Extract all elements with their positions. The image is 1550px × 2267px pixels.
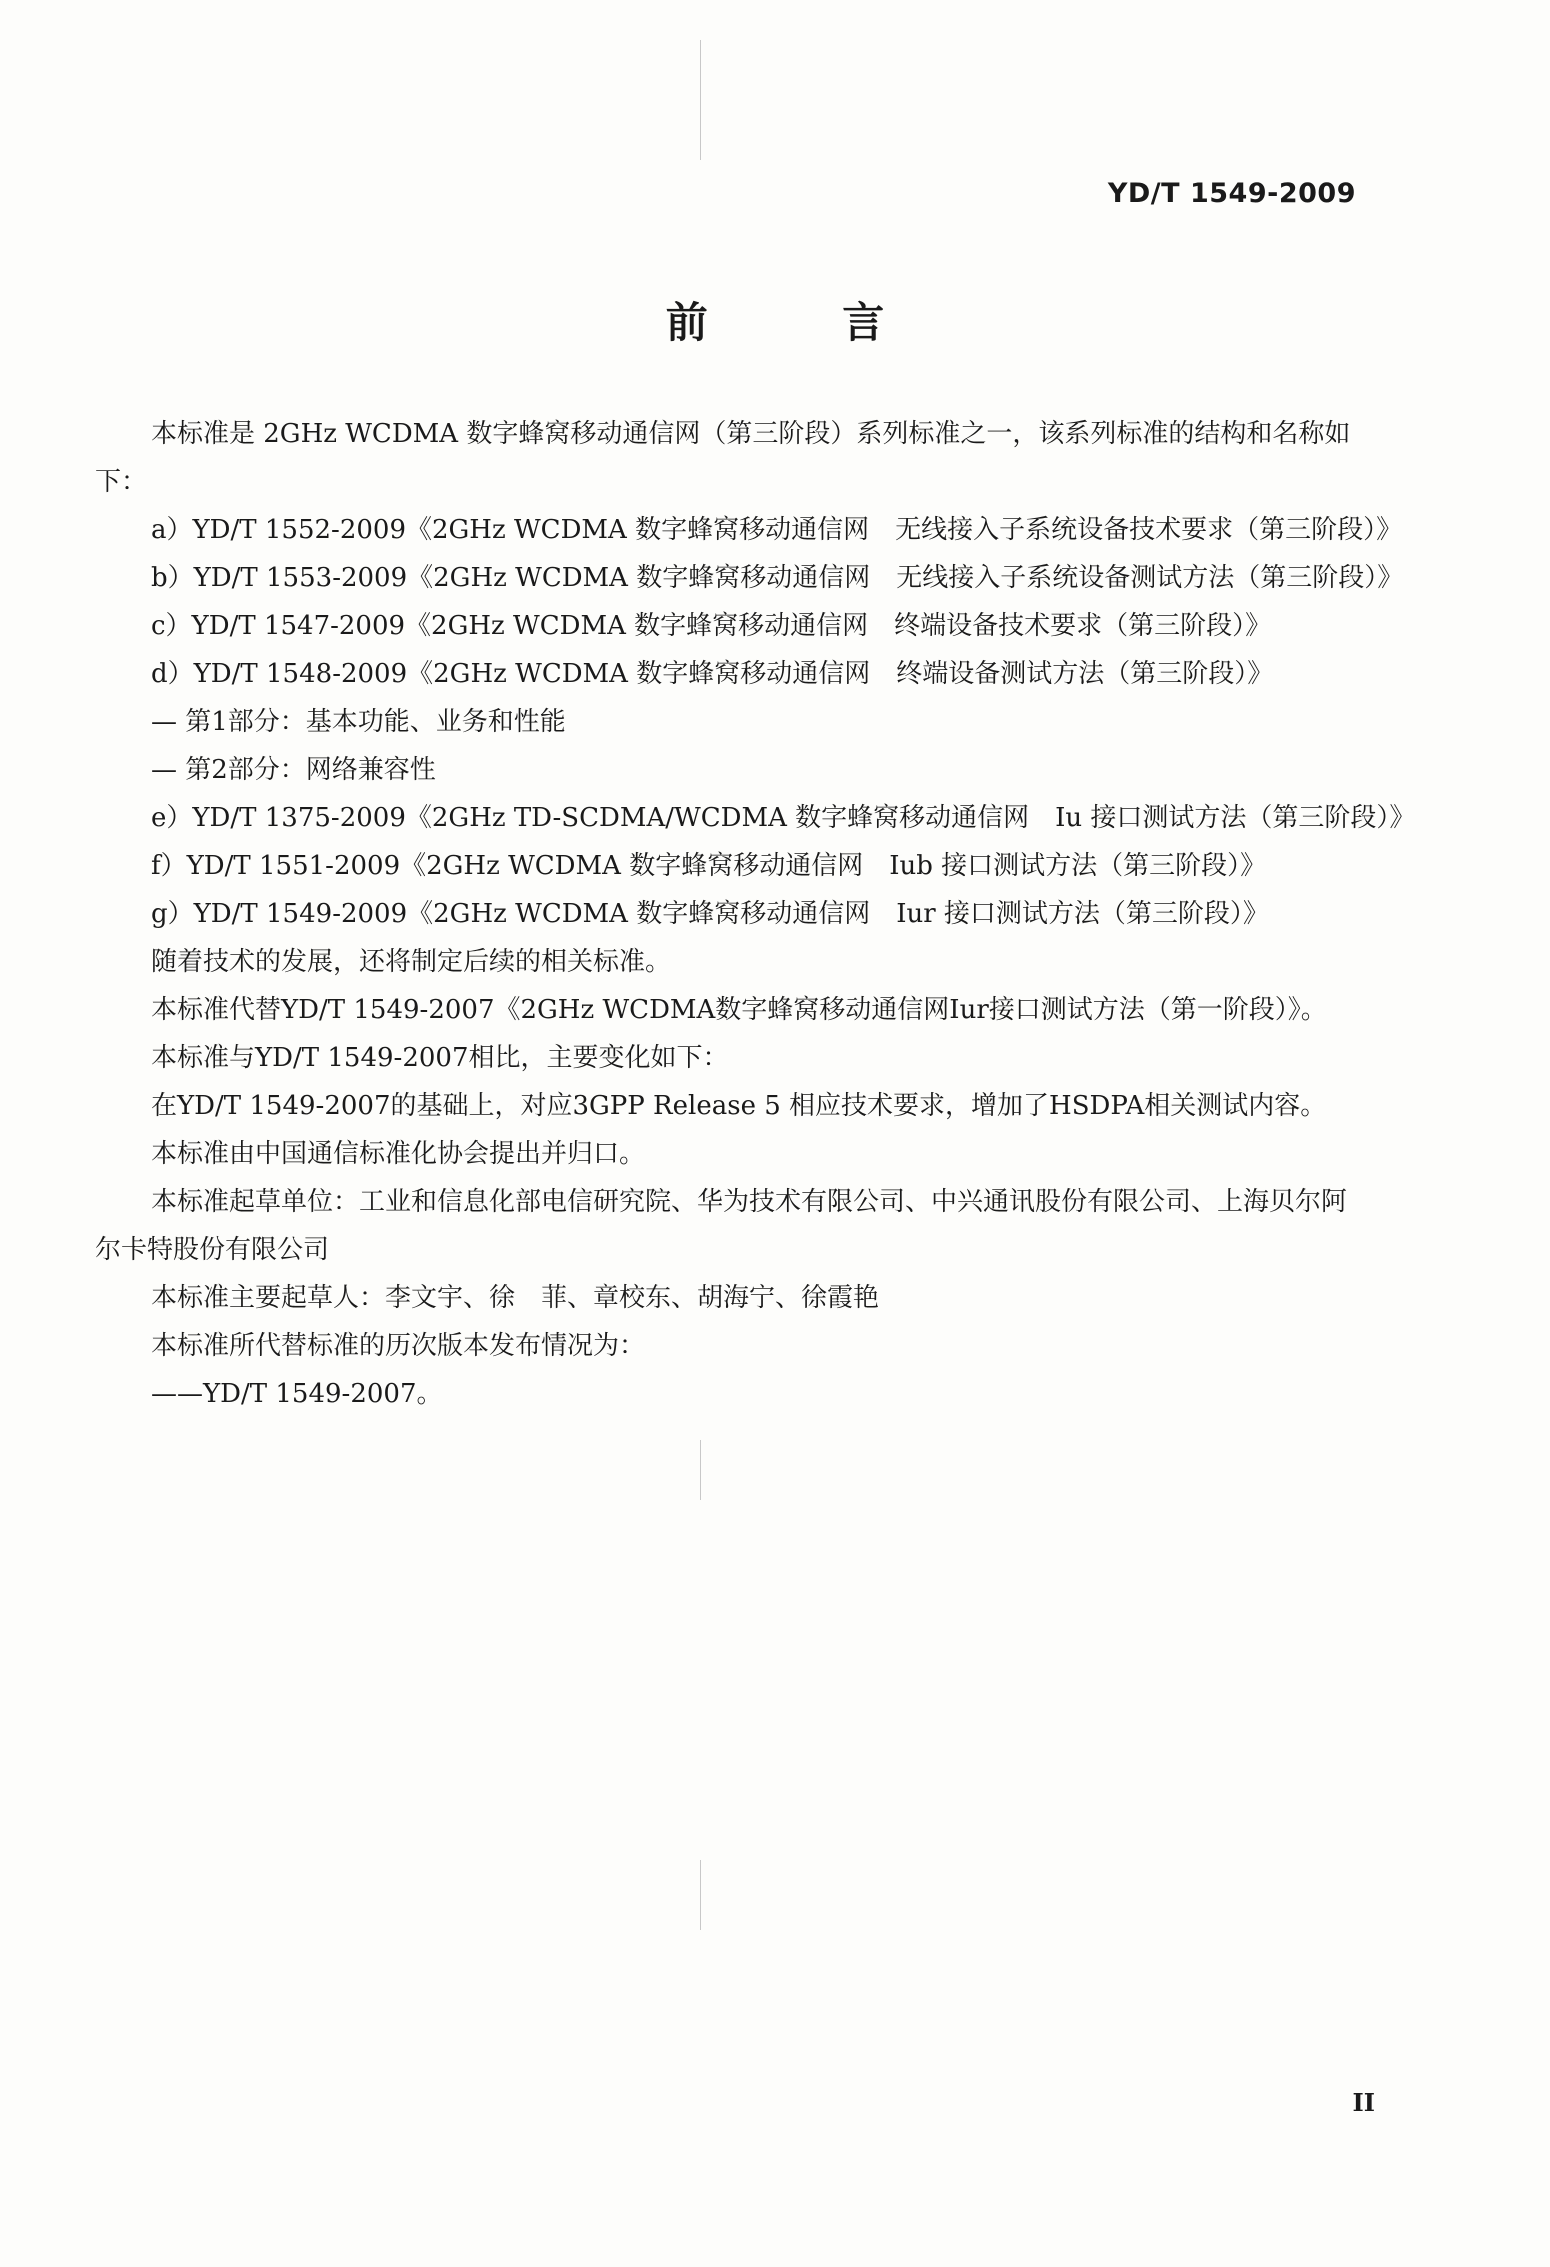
list-item: e）YD/T 1375-2009《2GHz TD-SCDMA/WCDMA 数字蜂窝移动通信网 Iu 接口测试方法（第三阶段）》	[151, 803, 1416, 833]
list-subitem: — 第1部分：基本功能、业务和性能	[151, 707, 566, 737]
list-item: a）YD/T 1552-2009《2GHz WCDMA 数字蜂窝移动通信网 无线接入子系统设备技术要求（第三阶段）》	[151, 515, 1403, 545]
intro-paragraph: 本标准是 2GHz WCDMA 数字蜂窝移动通信网（第三阶段）系列标准之一，该系列标准的结构和名称如下：	[95, 419, 1351, 497]
scan-gutter-line	[700, 40, 701, 160]
document-body	[95, 410, 1416, 1418]
list-item: f）YD/T 1551-2009《2GHz WCDMA 数字蜂窝移动通信网 Iub 接口测试方法（第三阶段）》	[151, 851, 1267, 881]
scan-gutter-line	[700, 1440, 701, 1500]
body-paragraph: 本标准起草单位：工业和信息化部电信研究院、华为技术有限公司、中兴通讯股份有限公司、上海贝尔阿尔卡特股份有限公司	[95, 1187, 1348, 1265]
scan-gutter-line	[700, 1860, 701, 1930]
body-paragraph: 本标准主要起草人：李文宇、徐 菲、章校东、胡海宁、徐霞艳	[151, 1283, 880, 1313]
page-number: II	[1352, 2088, 1375, 2117]
body-paragraph: 在YD/T 1549-2007的基础上，对应3GPP Release 5 相应技术要求，增加了HSDPA相关测试内容。	[151, 1091, 1327, 1121]
body-paragraph: 随着技术的发展，还将制定后续的相关标准。	[151, 947, 672, 977]
page-title: 前 言	[665, 298, 945, 347]
body-paragraph: 本标准代替YD/T 1549-2007《2GHz WCDMA数字蜂窝移动通信网Iur接口测试方法（第一阶段）》。	[151, 995, 1327, 1025]
list-item: c）YD/T 1547-2009《2GHz WCDMA 数字蜂窝移动通信网 终端设备技术要求（第三阶段）》	[151, 611, 1272, 641]
body-paragraph: 本标准与YD/T 1549-2007相比，主要变化如下：	[151, 1043, 729, 1073]
body-paragraph: 本标准所代替标准的历次版本发布情况为：	[151, 1331, 646, 1361]
body-paragraph: 本标准由中国通信标准化协会提出并归口。	[151, 1139, 646, 1169]
standard-code: YD/T 1549-2009	[1107, 178, 1356, 209]
list-item: d）YD/T 1548-2009《2GHz WCDMA 数字蜂窝移动通信网 终端设备测试方法（第三阶段）》	[151, 659, 1274, 689]
list-subitem: — 第2部分：网络兼容性	[151, 755, 436, 785]
body-paragraph: ——YD/T 1549-2007。	[151, 1379, 443, 1409]
list-item: b）YD/T 1553-2009《2GHz WCDMA 数字蜂窝移动通信网 无线接入子系统设备测试方法（第三阶段）》	[151, 563, 1404, 593]
list-item: g）YD/T 1549-2009《2GHz WCDMA 数字蜂窝移动通信网 Iur 接口测试方法（第三阶段）》	[151, 899, 1269, 929]
